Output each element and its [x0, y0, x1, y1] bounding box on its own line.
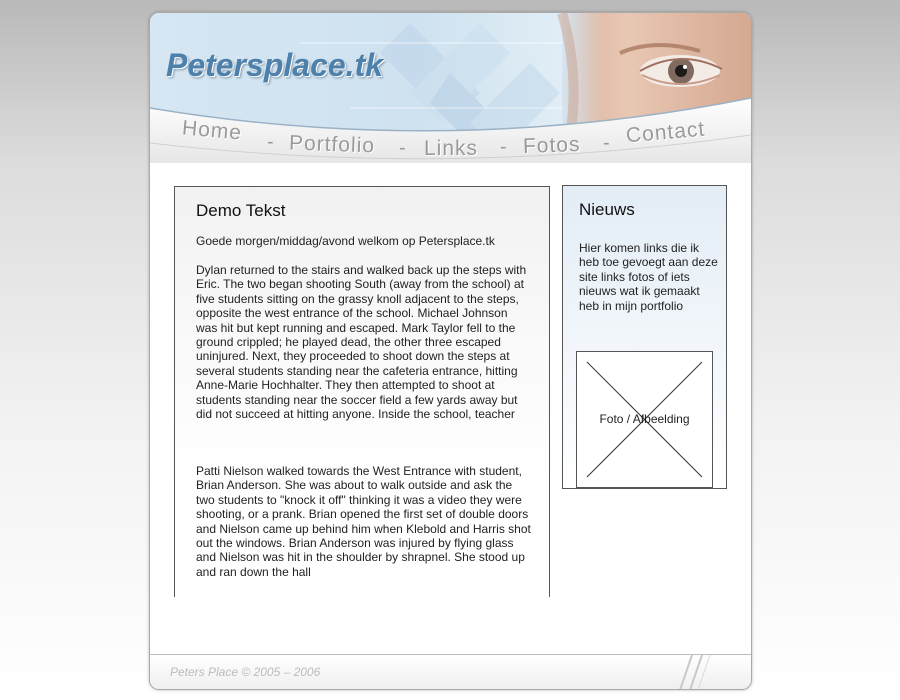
news-title: Nieuws [579, 200, 635, 219]
footer [150, 654, 751, 690]
nav-contact[interactable]: Contact [625, 117, 707, 148]
nav-home[interactable]: Home [181, 116, 243, 145]
content-paragraph: Patti Nielson walked towards the West Entrance with student, Brian Anderson. She was about to walk outside and ask the two students to "knock it off" thinking it was a video they were shooting, or a prank. Brian opened the first set of double doors and Nielson came up behind him when Klebold and Harris shot out the windows. Brian Anderson was injured by flying glass and Nielson was hit in the shoulder by shrapnel. She stood up and ran down the hall [196, 464, 531, 579]
content-box [174, 186, 550, 597]
photo-label: Foto / Afbeelding [599, 412, 690, 426]
page-frame [149, 12, 752, 690]
photo-placeholder [576, 351, 713, 488]
main-navigation [150, 13, 751, 163]
content-title: Demo Tekst [196, 201, 286, 220]
content-paragraph: Dylan returned to the stairs and walked back up the steps with Eric. The two began shooting South (away from the school) at five students sitting on the grassy knoll adjacent to the steps, opposite the west entrance of the school. Michael Johnson was hit but kept running and escaped. Mark Taylor fell to the ground crippled; he played dead, the other three escaped uninjured. Next, they proceeded to shoot down the steps at several students standing near the cafeteria entrance, hitting Anne-Marie Hochhalter. They then attempted to shoot at students standing near the soccer field a few yards away but did not succeed at hitting anyone. Inside the school, teacher [196, 263, 527, 422]
nav-separator: - [267, 131, 274, 153]
news-text: Hier komen links die ik heb toe gevoegt aan deze site links fotos of iets nieuws wat ik gemaakt heb in mijn portfolio [579, 241, 718, 313]
welcome-text: Goede morgen/middag/avond welkom op Petersplace.tk [196, 234, 495, 248]
footer-stripes [150, 655, 751, 690]
site-logo[interactable]: Petersplace.tk [166, 47, 384, 83]
nav-links[interactable]: Links [424, 137, 479, 160]
nav-separator: - [500, 136, 507, 158]
copyright-text: Peters Place © 2005 – 2006 [170, 665, 321, 679]
nav-fotos[interactable]: Fotos [522, 133, 581, 158]
nav-separator: - [603, 132, 610, 154]
nav-portfolio[interactable]: Portfolio [288, 131, 376, 158]
nav-separator: - [399, 137, 406, 159]
news-sidebar [562, 185, 727, 489]
header-banner [150, 13, 751, 163]
